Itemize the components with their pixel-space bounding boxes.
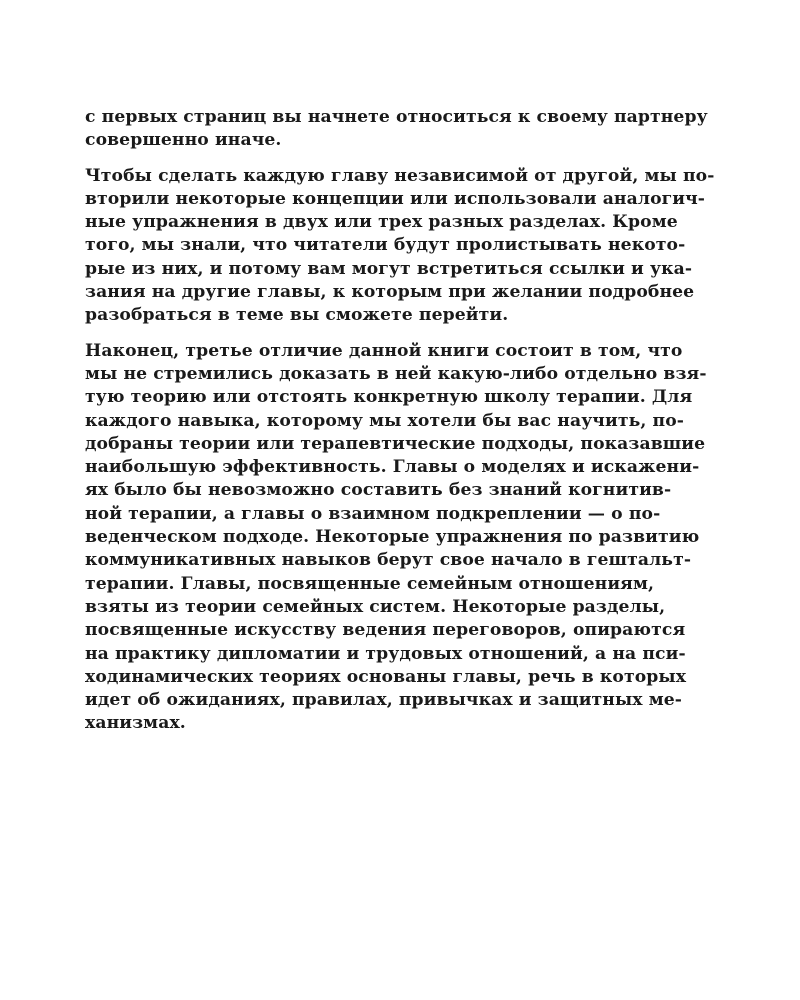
- text-line: того, мы знали, что читатели будут пролистывать некото-: [85, 235, 686, 256]
- text-line: идет об ожиданиях, правилах, привычках и защитных ме-: [85, 690, 683, 711]
- text-line: ные упражнения в двух или трех разных разделах. Кроме: [85, 212, 678, 233]
- text-line: ханизмах.: [85, 713, 186, 734]
- paragraph-3: [85, 340, 707, 736]
- text-line: на практику дипломатии и трудовых отношений, а на пси-: [85, 643, 686, 664]
- text-line: мы не стремились доказать в ней какую-либо отдельно взя-: [85, 363, 707, 384]
- text-line: посвященные искусству ведения переговоров, опираются: [85, 620, 686, 641]
- text-line: наибольшую эффективность. Главы о моделях и искажени-: [85, 457, 700, 478]
- text-line: ях было бы невозможно составить без знаний когнитив-: [85, 480, 672, 501]
- text-line: разобраться в теме вы сможете перейти.: [85, 305, 509, 326]
- text-line: тую теорию или отстоять конкретную школу терапии. Для: [85, 387, 693, 408]
- text-line: каждого навыка, которому мы хотели бы вас научить, по-: [85, 410, 684, 431]
- body-text: [85, 106, 715, 748]
- text-line: рые из них, и потому вам могут встретиться ссылки и ука-: [85, 258, 693, 279]
- text-line: терапии. Главы, посвященные семейным отношениям,: [85, 573, 655, 594]
- text-line: совершенно иначе.: [85, 130, 282, 151]
- text-line: взяты из теории семейных систем. Некоторые разделы,: [85, 596, 666, 617]
- text-line: Чтобы сделать каждую главу независимой от другой, мы по-: [85, 165, 715, 186]
- text-line: зания на другие главы, к которым при желании подробнее: [85, 282, 695, 303]
- text-line: вторили некоторые концепции или использовали аналогич-: [85, 188, 706, 209]
- paragraph-2: [85, 165, 715, 328]
- text-line: Наконец, третье отличие данной книги состоит в том, что: [85, 340, 683, 361]
- text-line: ходинамических теориях основаны главы, речь в которых: [85, 666, 687, 687]
- text-line: добраны теории или терапевтические подходы, показавшие: [85, 433, 706, 454]
- text-line: с первых страниц вы начнете относиться к своему партнеру: [85, 107, 708, 127]
- paragraph-1: [85, 106, 708, 153]
- text-line: веденческом подходе. Некоторые упражнения по развитию: [85, 527, 700, 548]
- text-line: коммуникативных навыков берут свое начало в гештальт-: [85, 550, 692, 571]
- text-line: ной терапии, а главы о взаимном подкреплении — о по-: [85, 503, 661, 524]
